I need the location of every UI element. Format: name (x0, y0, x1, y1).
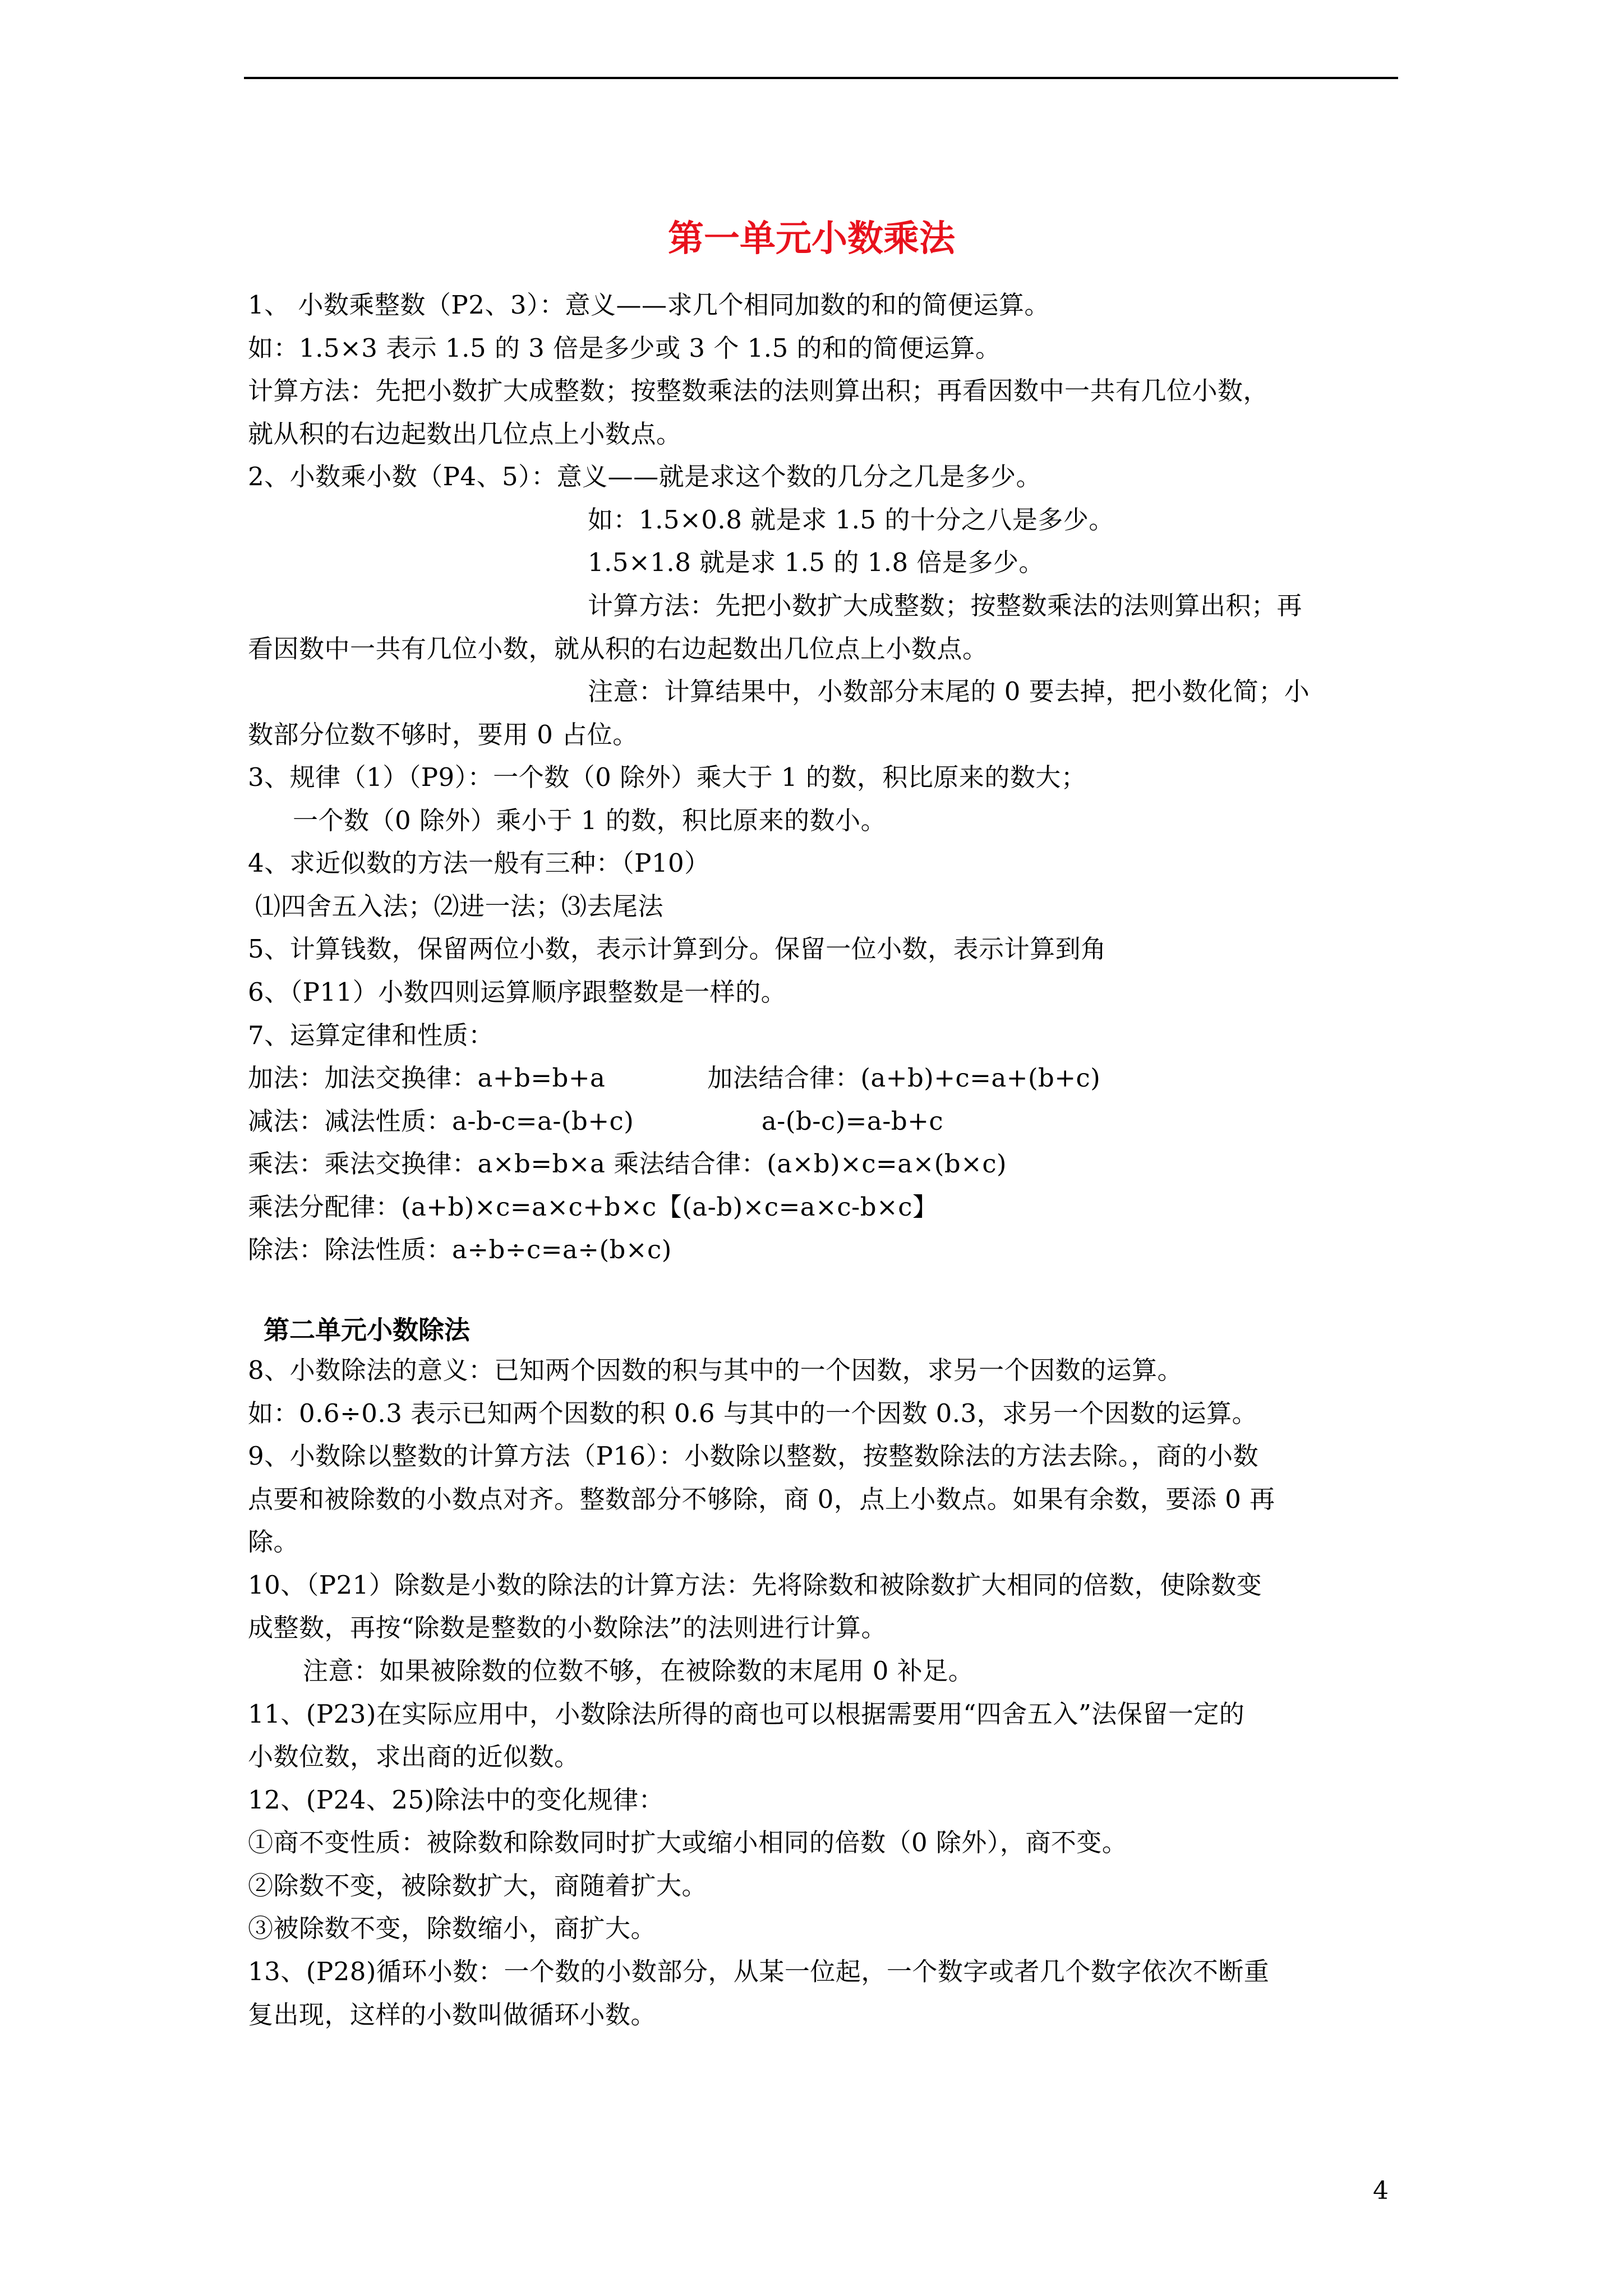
text-line: 除法：除法性质：a÷b÷c=a÷(b×c) (248, 1235, 672, 1264)
text-line: 减法：减法性质：a-b-c=a-(b+c) a-(b-c)=a-b+c (248, 1106, 944, 1136)
text-line: 13、(P28)循环小数：一个数的小数部分，从某一位起，一个数字或者几个数字依次不断重 (248, 1957, 1270, 1986)
text-line: 一个数（0 除外）乘小于 1 的数，积比原来的数小。 (293, 806, 887, 835)
text-line: 除。 (248, 1527, 299, 1557)
text-line: 如：1.5×0.8 就是求 1.5 的十分之八是多少。 (588, 505, 1114, 535)
section-title: 第二单元小数除法 (264, 1315, 470, 1345)
text-line: 数部分位数不够时，要用 0 占位。 (248, 720, 638, 749)
text-line: 4、求近似数的方法一般有三种：（P10） (248, 848, 710, 878)
text-line: 8、小数除法的意义：已知两个因数的积与其中的一个因数，求另一个因数的运算。 (248, 1355, 1183, 1385)
text-line: 5、计算钱数，保留两位小数，表示计算到分。保留一位小数，表示计算到角 (248, 934, 1106, 964)
text-line: 成整数，再按“除数是整数的小数除法”的法则进行计算。 (248, 1613, 887, 1642)
text-line: 计算方法：先把小数扩大成整数；按整数乘法的法则算出积；再 (588, 591, 1303, 620)
text-line: 如：0.6÷0.3 表示已知两个因数的积 0.6 与其中的一个因数 0.3，求另一个因数的运算。 (248, 1398, 1258, 1428)
text-line: 计算方法：先把小数扩大成整数；按整数乘法的法则算出积；再看因数中一共有几位小数， (248, 376, 1269, 406)
text-line: 1、 小数乘整数（P2、3）：意义——求几个相同加数的和的简便运算。 (248, 290, 1050, 320)
text-line: ③被除数不变，除数缩小，商扩大。 (248, 1913, 657, 1943)
page-number: 4 (1373, 2177, 1389, 2205)
page-title: 第一单元小数乘法 (668, 218, 955, 260)
text-line: 乘法：乘法交换律：a×b=b×a 乘法结合律：(a×b)×c=a×(b×c) (248, 1149, 1007, 1179)
text-line: 加法：加法交换律：a+b=b+a 加法结合律：(a+b)+c=a+(b+c) (248, 1063, 1101, 1093)
text-line: 6、（P11）小数四则运算顺序跟整数是一样的。 (248, 977, 787, 1007)
text-line: ①商不变性质：被除数和除数同时扩大或缩小相同的倍数（0 除外），商不变。 (248, 1828, 1128, 1857)
text-line: 1.5×1.8 就是求 1.5 的 1.8 倍是多少。 (588, 547, 1044, 577)
text-line: 10、（P21）除数是小数的除法的计算方法：先将除数和被除数扩大相同的倍数，使除数变 (248, 1570, 1262, 1600)
text-line: 3、规律（1）（P9）：一个数（0 除外）乘大于 1 的数，积比原来的数大； (248, 762, 1087, 792)
text-line: ⑴四舍五入法；⑵进一法；⑶去尾法 (255, 891, 664, 921)
text-line: 12、(P24、25)除法中的变化规律： (248, 1785, 665, 1815)
text-line: 如：1.5×3 表示 1.5 的 3 倍是多少或 3 个 1.5 的和的简便运算。 (248, 333, 1001, 363)
text-line: 看因数中一共有几位小数，就从积的右边起数出几位点上小数点。 (248, 634, 988, 664)
text-line: 9、小数除以整数的计算方法（P16）：小数除以整数，按整数除法的方法去除。，商的小数 (248, 1441, 1259, 1471)
text-line: 注意：如果被除数的位数不够，在被除数的末尾用 0 补足。 (303, 1656, 974, 1686)
header-rule (244, 77, 1398, 79)
text-line: 7、运算定律和性质： (248, 1020, 494, 1050)
text-line: 乘法分配律：(a+b)×c=a×c+b×c【(a-b)×c=a×c-b×c】 (248, 1192, 938, 1222)
text-line: 11、(P23)在实际应用中，小数除法所得的商也可以根据需要用“四舍五入”法保留一定的 (248, 1699, 1245, 1729)
text-line: 点要和被除数的小数点对齐。整数部分不够除，商 0，点上小数点。如果有余数，要添 0 再 (248, 1484, 1275, 1514)
text-line: 2、小数乘小数（P4、5）：意义——就是求这个数的几分之几是多少。 (248, 462, 1042, 491)
text-line: ②除数不变，被除数扩大，商随着扩大。 (248, 1871, 708, 1901)
text-line: 就从积的右边起数出几位点上小数点。 (248, 419, 682, 449)
text-line: 小数位数，求出商的近似数。 (248, 1742, 580, 1772)
text-line: 复出现，这样的小数叫做循环小数。 (248, 2000, 657, 2030)
text-line: 注意：计算结果中，小数部分末尾的 0 要去掉，把小数化简；小 (588, 677, 1310, 706)
